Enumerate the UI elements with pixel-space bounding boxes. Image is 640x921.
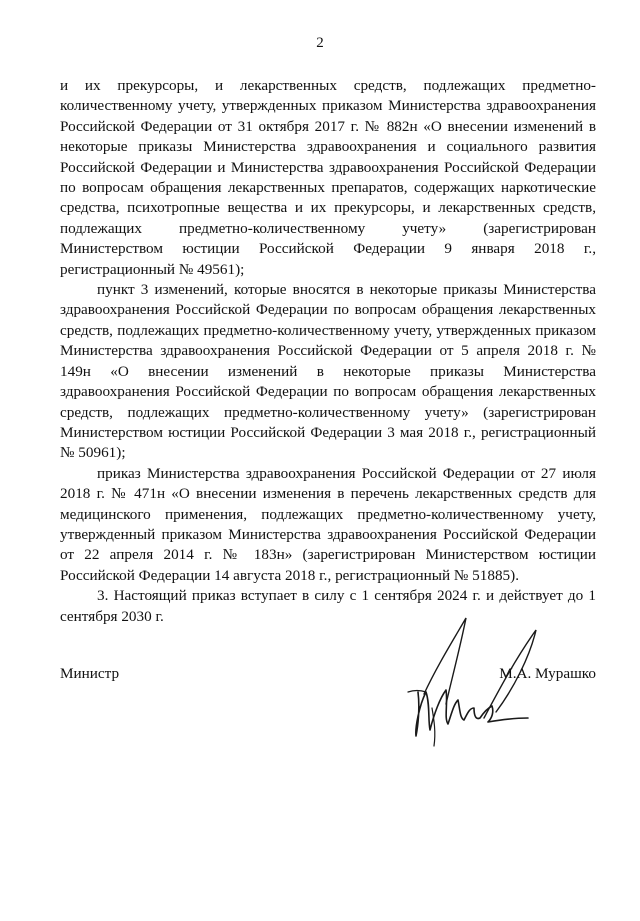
document-body <box>60 76 596 627</box>
signer-name: М.А. Мурашко <box>499 665 596 682</box>
paragraph-item-149n: пункт 3 изменений, которые вносятся в некоторые приказы Министерства здравоохранения Российской Федерации по вопросам обращения лекарственных средств, подлежащих предметно-количественному учету, утвержденных приказом Министерства здравоохранения Российской Федерации от 5 апреля 2018 г. № 149н «О внесении изменений в некоторые приказы Министерства здравоохранения Российской Федерации по вопросам обращения лекарственных средств, подлежащих предметно-количественному учету» (зарегистрирован Министерством юстиции Российской Федерации 3 мая 2018 г., регистрационный № 50961); <box>60 281 596 462</box>
signer-position: Министр <box>60 665 120 682</box>
paragraph-item-471n: приказ Министерства здравоохранения Российской Федерации от 27 июля 2018 г. № 471н «О внесении изменения в перечень лекарственных средств для медицинского применения, подлежащих предметно-количественному учету, утвержденный приказом Министерства здравоохранения Российской Федерации от 22 апреля 2014 г. № 183н» (зарегистрирован Министерством юстиции Российской Федерации 14 августа 2018 г., регистрационный № 51885). <box>60 464 596 584</box>
paragraph-effective-date: 3. Настоящий приказ вступает в силу с 1 сентября 2024 г. и действует до 1 сентября 2030 г. <box>60 587 596 625</box>
signature-block <box>60 664 596 688</box>
page-number: 2 <box>316 35 324 51</box>
paragraph-continuation: и их прекурсоры, и лекарственных средств, подлежащих предметно-количественному учету, утвержденных приказом Министерства здравоохранения Российской Федерации от 31 октября 2017 г. № 882н «О внесении изменений в некоторые приказы Министерства здравоохранения и социального развития Российской Федерации и Министерства здравоохранения Российской Федерации по вопросам обращения лекарственных препаратов, содержащих наркотические средства, психотропные вещества и их прекурсоры, и лекарственных средств, подлежащих предметно-количественному учету» (зарегистрирован Министерством юстиции Российской Федерации 9 января 2018 г., регистрационный № 49561); <box>60 77 596 278</box>
